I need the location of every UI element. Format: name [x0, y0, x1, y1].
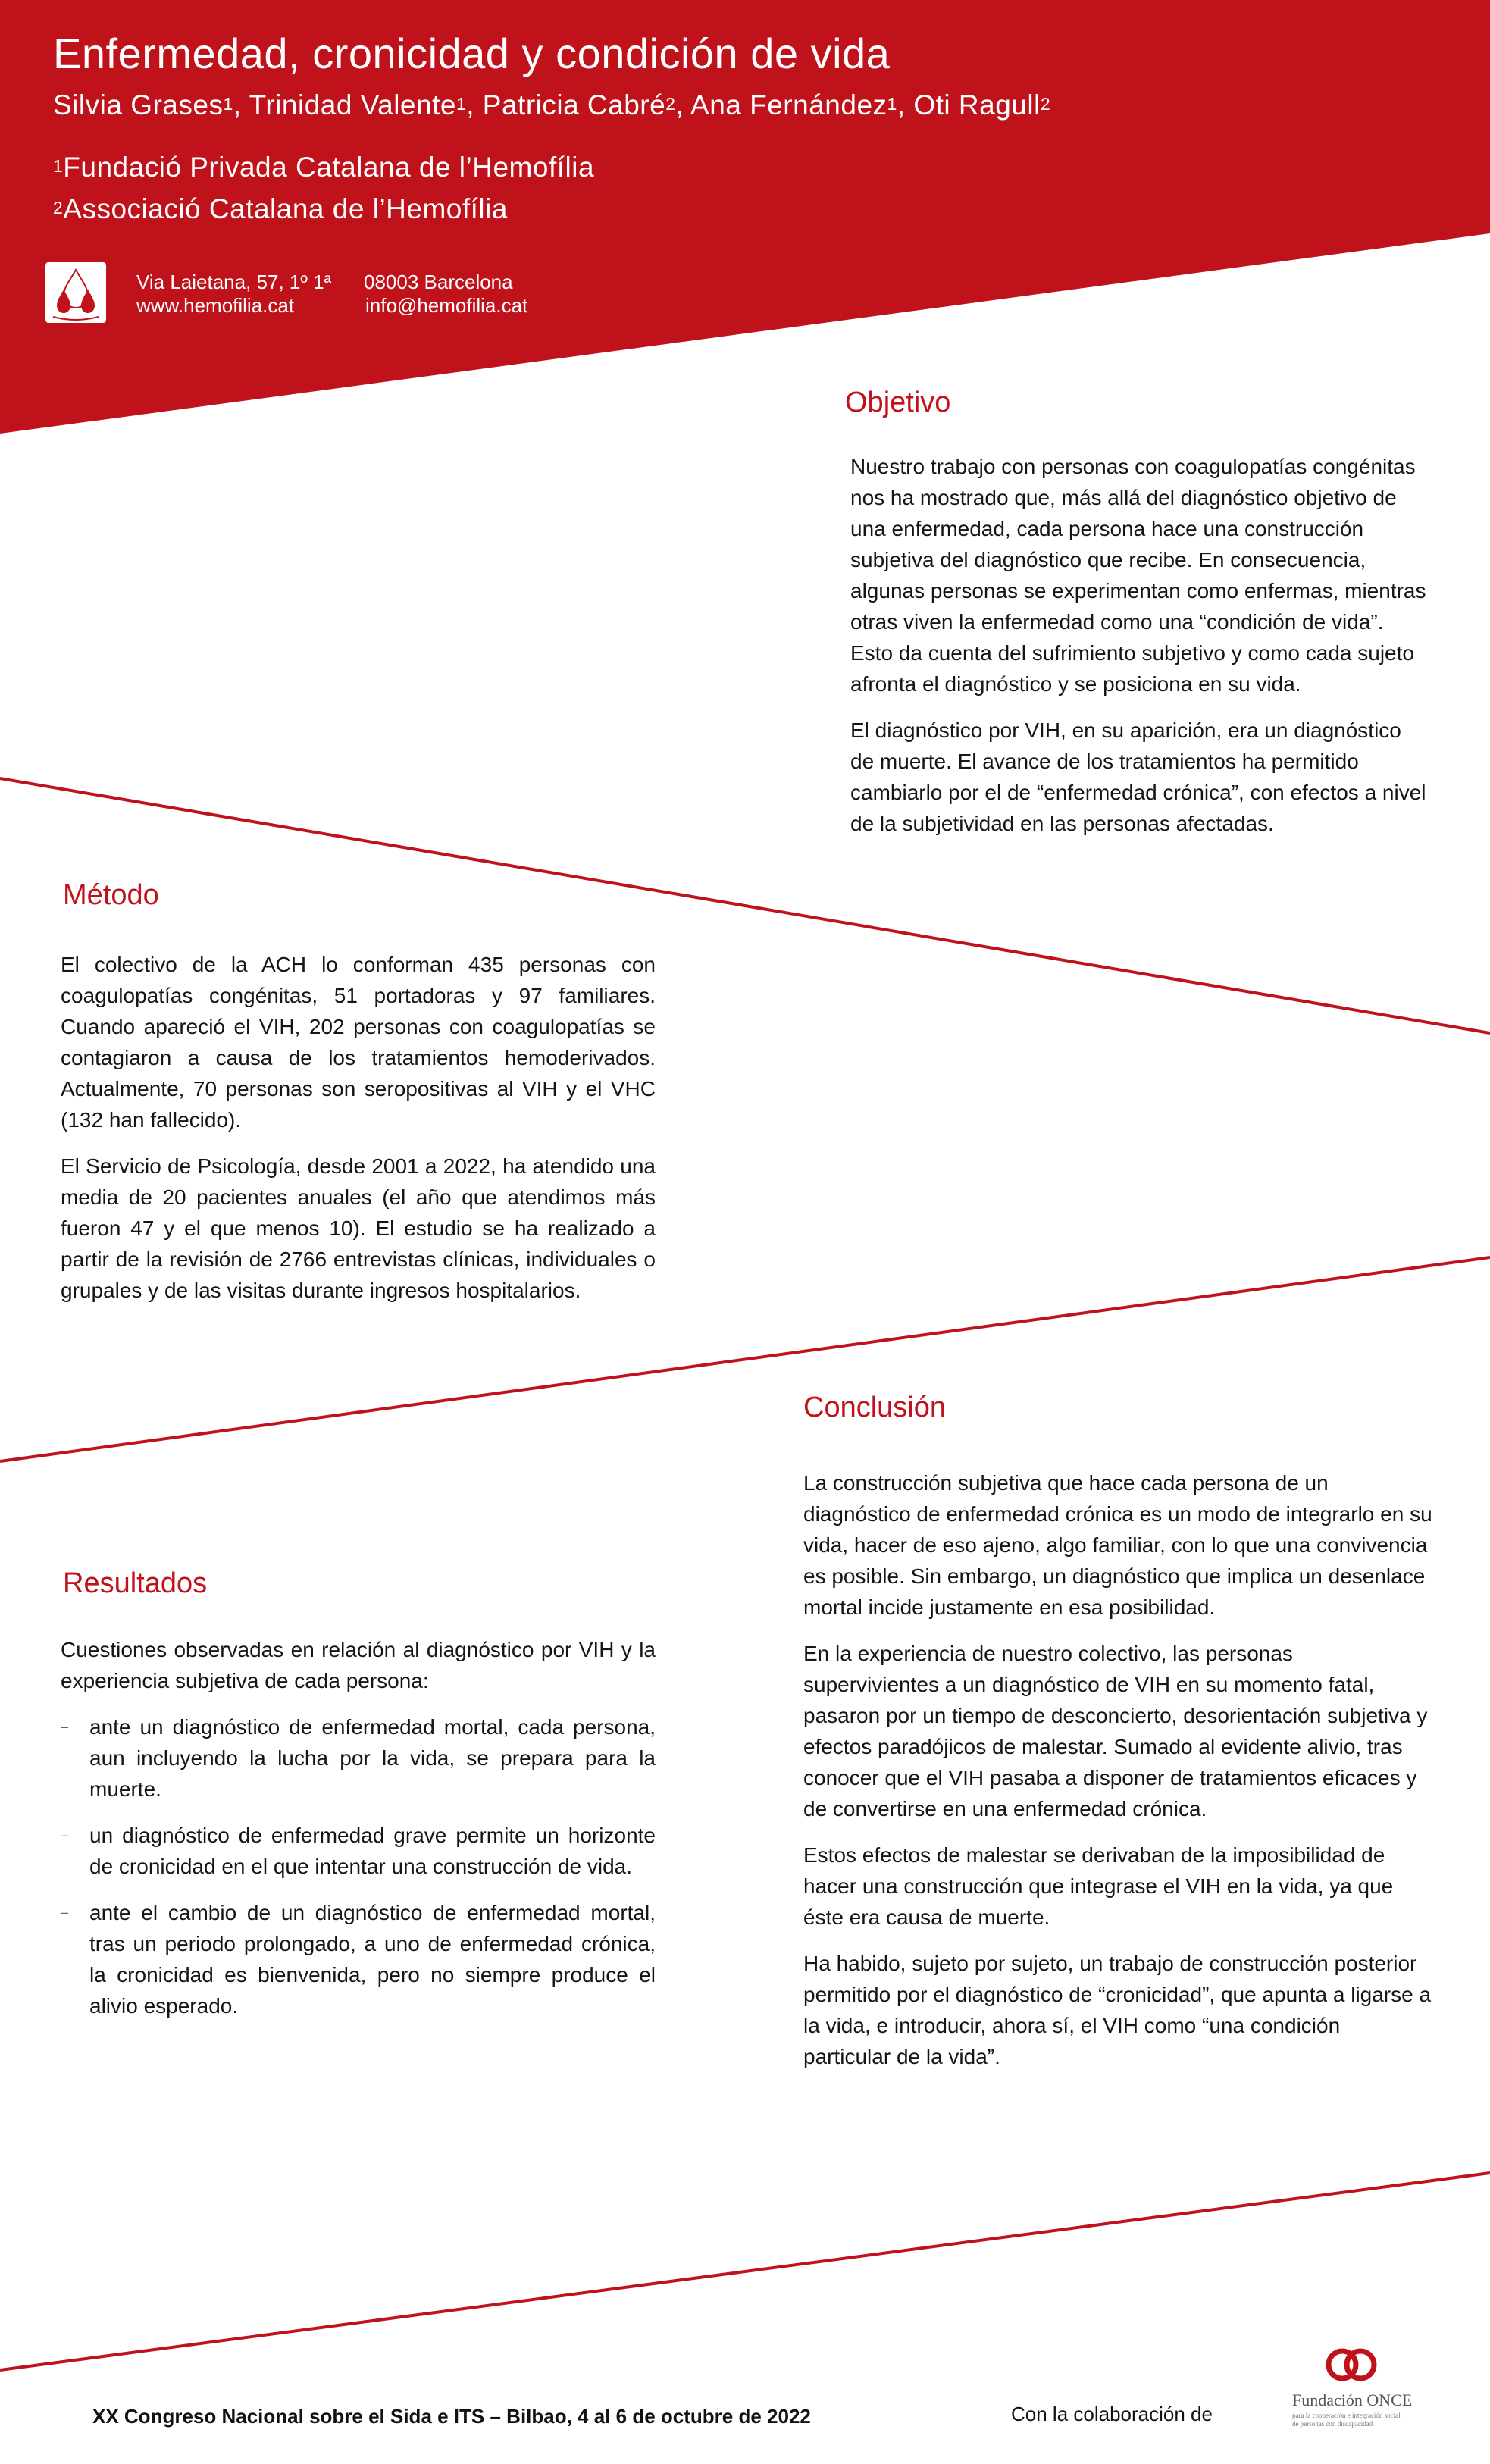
- objetivo-heading: Objetivo: [845, 387, 951, 418]
- author-affiliation-mark: 2: [665, 94, 676, 114]
- author-list: Silvia Grases$^1$, Trinidad Valente$^1$, Patricia Cabré$^2$, Ana Fernández$^1$, Oti Ragull$^2$: [53, 89, 1051, 121]
- bullet-marker: –: [61, 1719, 69, 1734]
- sponsor-logo: [1285, 2342, 1413, 2444]
- congress-footer: XX Congreso Nacional sobre el Sida e ITS – Bilbao, 4 al 6 de octubre de 2022: [92, 2405, 811, 2428]
- list-item-text: ante el cambio de un diagnóstico de enfermedad mortal, tras un periodo prolongado, a uno de enfermedad crónica, la cronicidad es bienvenida, pero no siempre produce el alivio esperado.: [89, 1901, 656, 2018]
- divider-line-3: [0, 2173, 1490, 2370]
- author-name: Patricia Cabré: [482, 89, 666, 121]
- resultados-list: [61, 1711, 656, 2021]
- affiliation-number: 1: [53, 156, 64, 177]
- author-name: Trinidad Valente: [249, 89, 456, 121]
- conclusion-body: [803, 1467, 1432, 2087]
- conclusion-paragraph: Ha habido, sujeto por sujeto, un trabajo de construcción posterior permitido por el diagnóstico de “cronicidad”, que apunta a ligarse a la vida, e introducir, ahora sí, el VIH como “una condición particular de la vida”.: [803, 1952, 1432, 2068]
- list-item-text: ante un diagnóstico de enfermedad mortal, cada persona, aun incluyendo la lucha por la vida, se prepara para la muerte.: [89, 1715, 656, 1801]
- objetivo-body: [850, 451, 1426, 854]
- sponsor-tagline: para la cooperación e integración social: [1292, 2412, 1401, 2419]
- objetivo-paragraph: Nuestro trabajo con personas con coagulopatías congénitas nos ha mostrado que, más allá del diagnóstico objetivo de una enfermedad, cada persona hace una construcción subjetiva del diagnóstico que recibe. En consecuencia, algunas personas se experimentan como enfermas, mientras otras viven la enfermedad como una “condición de vida”. Esto da cuenta del sufrimiento subjetivo y como cada sujeto afronta el diagnóstico y se posiciona en su vida.: [850, 455, 1426, 696]
- metodo-paragraph: El Servicio de Psicología, desde 2001 a 2022, ha atendido una media de 20 pacientes anuales (el año que atendimos más fueron 47 y el que menos 10). El estudio se ha realizado a partir de la revisión de 2766 entrevistas clínicas, individuales o grupales y de las visitas durante ingresos hospitalarios.: [61, 1154, 656, 1302]
- sponsor-tagline: de personas con discapacidad: [1292, 2420, 1373, 2428]
- author-name: Ana Fernández: [690, 89, 887, 121]
- conclusion-heading: Conclusión: [803, 1392, 946, 1423]
- author-name: Oti Ragull: [913, 89, 1041, 121]
- author-affiliation-mark: 1: [455, 94, 467, 114]
- conclusion-paragraph: En la experiencia de nuestro colectivo, las personas supervivientes a un diagnóstico de VIH en su momento fatal, pasaron por un tiempo de desconcierto, desorientación subjetiva y efectos paradójicos de malestar. Sumado al evidente alivio, tras conocer que el VIH pasaba a disponer de tratamientos eficaces y de convertirse en una enfermedad crónica.: [803, 1642, 1428, 1821]
- conclusion-paragraph: Estos efectos de malestar se derivaban de la imposibilidad de hacer una construcción que integrase el VIH en la vida, ya que éste era causa de muerte.: [803, 1843, 1394, 1929]
- sponsor-name: Fundación ONCE: [1292, 2390, 1413, 2409]
- affiliation-2: [53, 193, 508, 225]
- resultados-heading: Resultados: [63, 1567, 208, 1599]
- metodo-body: [61, 949, 656, 1321]
- list-item: [61, 1820, 656, 1882]
- bullet-marker: –: [61, 1905, 69, 1920]
- objetivo-paragraph: El diagnóstico por VIH, en su aparición, era un diagnóstico de muerte. El avance de los tratamientos ha permitido cambiarlo por el de “enfermedad crónica”, con efectos a nivel de la subjetividad en las personas afectadas.: [850, 719, 1426, 835]
- affiliation-1: [53, 152, 594, 183]
- list-item-text: un diagnóstico de enfermedad grave permite un horizonte de cronicidad en el que intentar una construcción de vida.: [89, 1824, 656, 1878]
- affiliation-name: Associació Catalana de l’Hemofília: [63, 193, 508, 224]
- author-affiliation-mark: 1: [887, 94, 897, 114]
- resultados-body: [61, 1634, 656, 2037]
- contact-email-link[interactable]: info@hemofilia.cat: [365, 294, 528, 317]
- contact-address: Via Laietana, 57, 1º 1ª: [136, 271, 332, 293]
- bullet-marker: –: [61, 1827, 69, 1843]
- resultados-intro: Cuestiones observadas en relación al diagnóstico por VIH y la experiencia subjetiva de cada persona:: [61, 1638, 656, 1692]
- conclusion-paragraph: La construcción subjetiva que hace cada persona de un diagnóstico de enfermedad crónica es un modo de integrarlo en su vida, hacer de eso ajeno, algo familiar, con lo que una convivencia es posible. Sin embargo, un diagnóstico que implica un desenlace mortal incide justamente en esa posibilidad.: [803, 1471, 1432, 1619]
- affiliation-name: Fundació Privada Catalana de l’Hemofília: [63, 152, 595, 183]
- hemofilia-logo-icon: [45, 262, 106, 323]
- contact-web-link[interactable]: www.hemofilia.cat: [136, 294, 295, 317]
- author-name: Silvia Grases: [53, 89, 224, 121]
- author-affiliation-mark: 1: [223, 94, 233, 114]
- contact-postal: 08003 Barcelona: [364, 271, 513, 293]
- author-affiliation-mark: 2: [1040, 94, 1051, 114]
- affiliation-number: 2: [53, 198, 64, 218]
- list-item: [61, 1711, 656, 1805]
- collaboration-label: Con la colaboración de: [1011, 2403, 1213, 2425]
- metodo-heading: Método: [63, 879, 159, 911]
- metodo-paragraph: El colectivo de la ACH lo conforman 435 personas con coagulopatías congénitas, 51 portadoras y 97 familiares. Cuando apareció el VIH, 202 personas con coagulopatías se contagiaron a causa de los tratamientos hemoderivados. Actualmente, 70 personas son seropositivas al VIH y el VHC (132 han fallecido).: [61, 953, 656, 1132]
- list-item: [61, 1897, 656, 2021]
- poster-title: Enfermedad, cronicidad y condición de vida: [53, 30, 891, 77]
- once-rings-logo-icon: [1321, 2342, 1382, 2387]
